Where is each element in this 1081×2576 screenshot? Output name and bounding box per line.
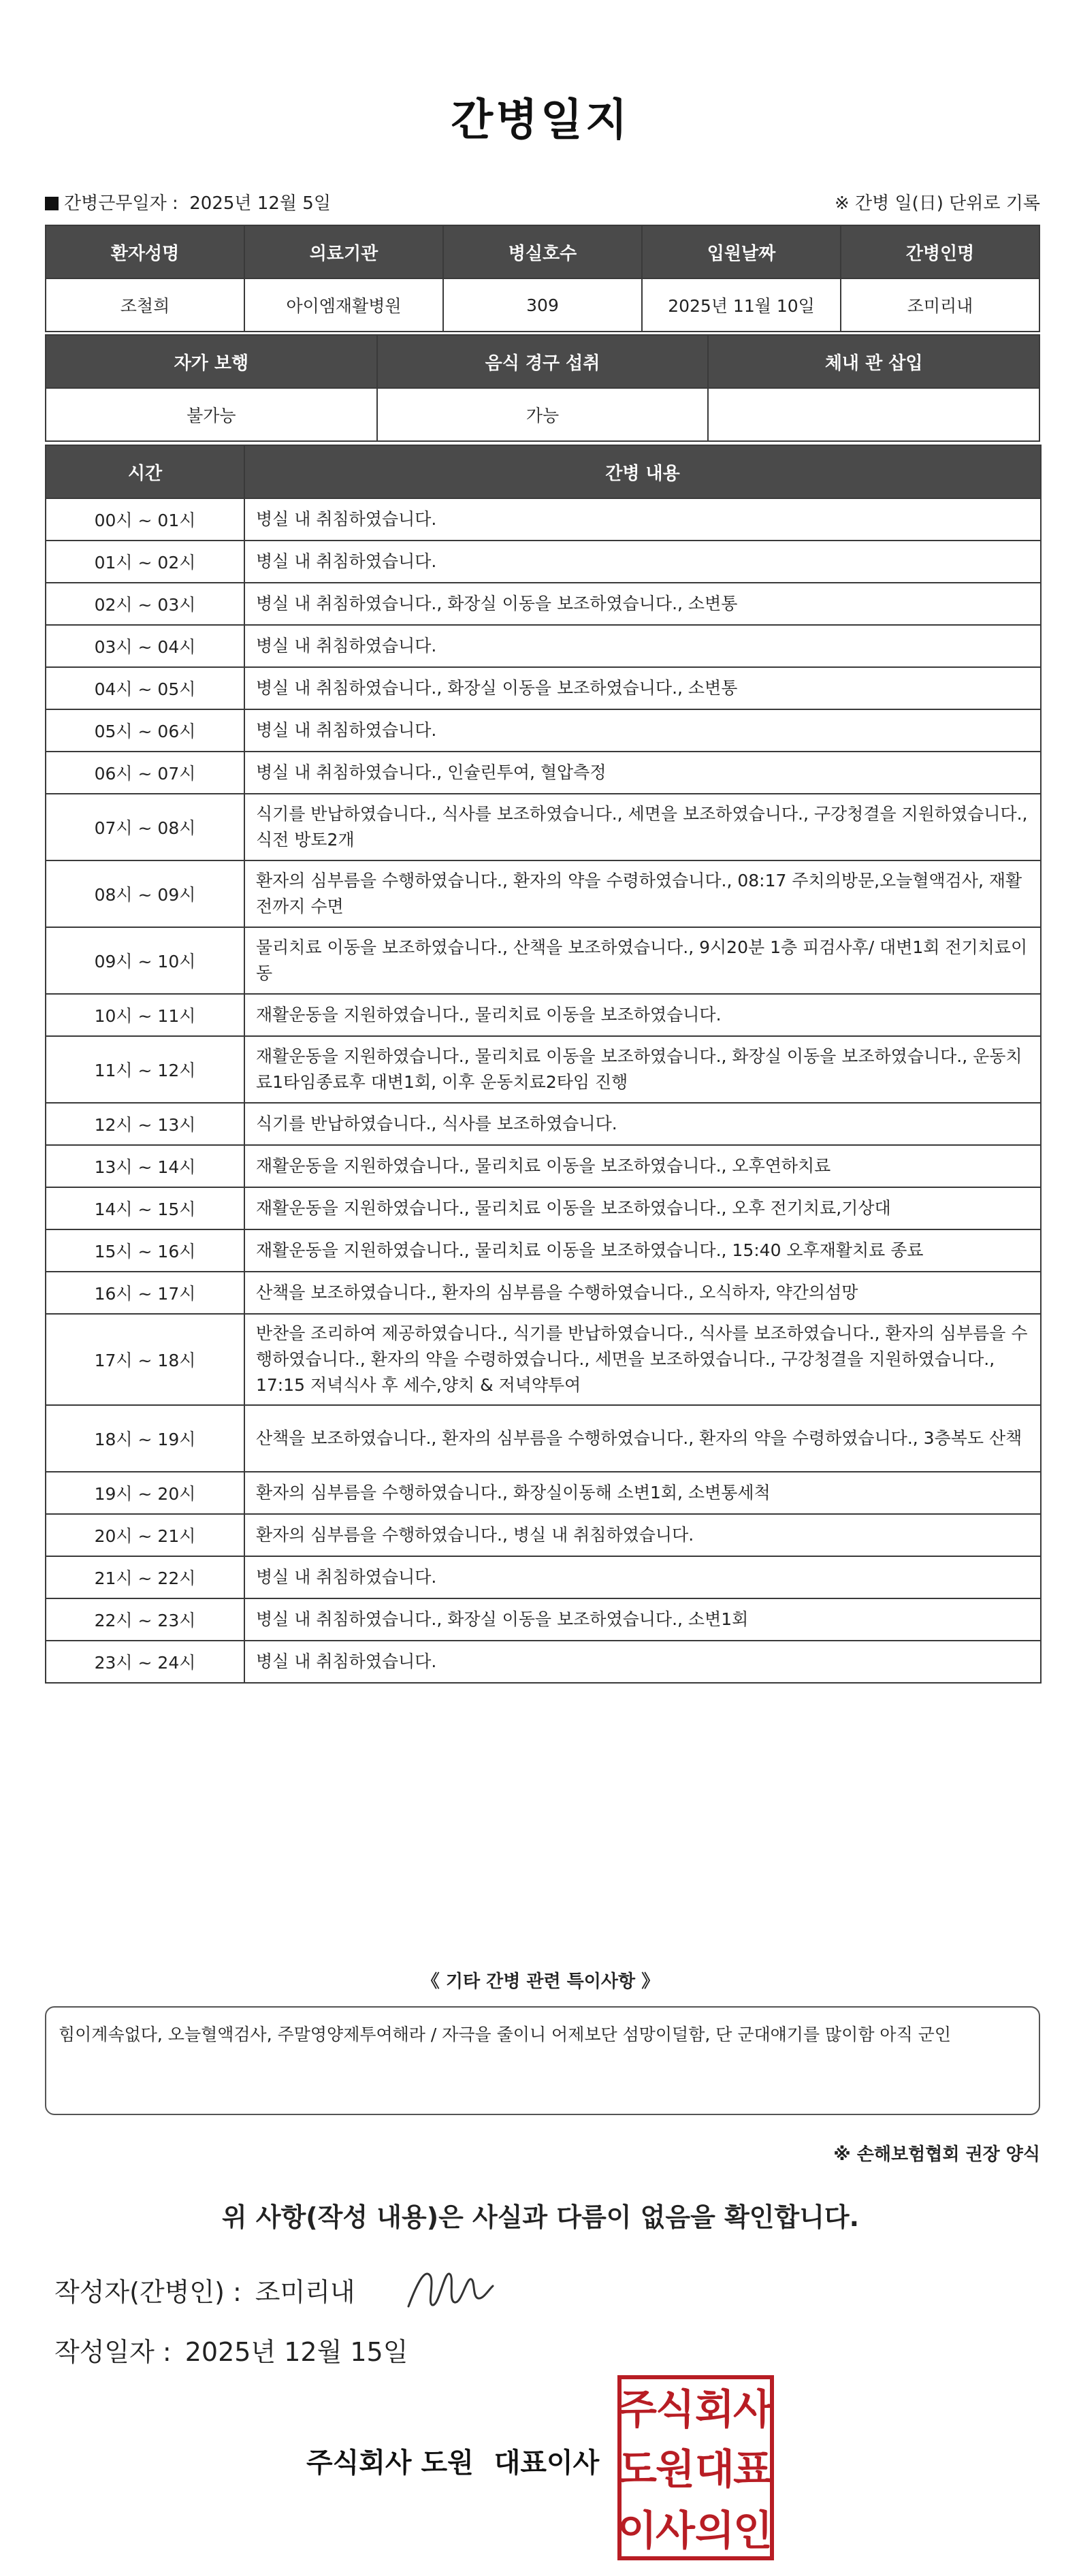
meta-row — [45, 189, 1040, 216]
log-content: 산책을 보조하였습니다., 환자의 심부름을 수행하였습니다., 환자의 약을 수령하였습니다., 3층복도 산책 — [244, 1405, 1041, 1472]
writer-label: 작성자(간병인) : — [54, 2277, 242, 2307]
log-time: 09시 ~ 10시 — [46, 927, 244, 994]
log-content: 산책을 보조하였습니다., 환자의 심부름을 수행하였습니다., 오식하자, 약간의섬망 — [244, 1272, 1041, 1314]
form-note: ※ 손해보험협회 권장 양식 — [833, 2144, 1040, 2165]
care-log-table — [45, 445, 1042, 1684]
ceo-title: 대표이사 — [494, 2447, 600, 2479]
log-row — [46, 1103, 1041, 1145]
patient-status-table — [45, 334, 1040, 442]
log-time: 02시 ~ 03시 — [46, 583, 244, 625]
log-row — [46, 1036, 1041, 1103]
header-content: 간병 내용 — [244, 445, 1041, 498]
notes-box: 힘이계속없다, 오늘혈액검사, 주말영양제투여해라 / 자극을 줄이니 어제보단 섬망이덜함, 단 군대얘기를 많이함 아직 군인 — [45, 2006, 1040, 2115]
log-content: 환자의 심부름을 수행하였습니다., 화장실이동해 소변1회, 소변통세척 — [244, 1472, 1041, 1514]
log-row — [46, 583, 1041, 625]
log-time: 05시 ~ 06시 — [46, 709, 244, 752]
log-time: 01시 ~ 02시 — [46, 541, 244, 583]
svg-text:회: 회 — [695, 2386, 735, 2434]
log-time: 21시 ~ 22시 — [46, 1556, 244, 1598]
log-row — [46, 1641, 1041, 1683]
log-content: 재활운동을 지원하였습니다., 물리치료 이동을 보조하였습니다., 15:40 오후재활치료 종료 — [244, 1229, 1041, 1272]
log-row — [46, 927, 1041, 994]
header-patient-name: 환자성명 — [46, 225, 244, 278]
oral-intake-status: 가능 — [377, 388, 709, 441]
log-content: 식기를 반납하였습니다., 식사를 보조하였습니다., 세면을 보조하였습니다., 구강청결을 지원하였습니다., 식전 방토2개 — [244, 794, 1041, 860]
log-time: 20시 ~ 21시 — [46, 1514, 244, 1556]
log-content: 병실 내 취침하였습니다., 화장실 이동을 보조하였습니다., 소변통 — [244, 583, 1041, 625]
log-content: 재활운동을 지원하였습니다., 물리치료 이동을 보조하였습니다., 화장실 이동을 보조하였습니다., 운동치료1타임종료후 대변1회, 이후 운동치료2타임 진행 — [244, 1036, 1041, 1103]
log-content: 식기를 반납하였습니다., 식사를 보조하였습니다. — [244, 1103, 1041, 1145]
log-time: 03시 ~ 04시 — [46, 625, 244, 667]
log-row — [46, 1405, 1041, 1472]
log-time: 23시 ~ 24시 — [46, 1641, 244, 1683]
log-content: 환자의 심부름을 수행하였습니다., 환자의 약을 수령하였습니다., 08:17 주치의방문,오늘혈액검사, 재활전까지 수면 — [244, 860, 1041, 927]
log-content: 물리치료 이동을 보조하였습니다., 산책을 보조하였습니다., 9시20분 1층 피검사후/ 대변1회 전기치료이동 — [244, 927, 1041, 994]
log-row — [46, 1272, 1041, 1314]
patient-info-table — [45, 225, 1040, 332]
company-line — [306, 2441, 599, 2480]
svg-text:식: 식 — [656, 2386, 695, 2434]
walking-status: 불가능 — [46, 388, 377, 441]
signature-image — [402, 2259, 497, 2320]
log-content: 병실 내 취침하였습니다. — [244, 498, 1041, 541]
square-bullet-icon — [45, 197, 59, 210]
notes-title: 《 기타 간병 관련 특이사항 》 — [421, 1971, 660, 1992]
log-content: 재활운동을 지원하였습니다., 물리치료 이동을 보조하였습니다. — [244, 994, 1041, 1036]
log-row — [46, 994, 1041, 1036]
log-time: 06시 ~ 07시 — [46, 752, 244, 794]
log-time: 13시 ~ 14시 — [46, 1145, 244, 1187]
header-institution: 의료기관 — [244, 225, 443, 278]
confirmation-statement: 위 사항(작성 내용)은 사실과 다름이 없음을 확인합니다. — [221, 2202, 860, 2232]
svg-text:이: 이 — [617, 2507, 657, 2555]
log-content: 재활운동을 지원하였습니다., 물리치료 이동을 보조하였습니다., 오후연하치료 — [244, 1145, 1041, 1187]
log-time: 15시 ~ 16시 — [46, 1229, 244, 1272]
log-time: 17시 ~ 18시 — [46, 1314, 244, 1405]
work-date-value: 2025년 12월 5일 — [189, 193, 331, 214]
svg-text:대: 대 — [695, 2446, 735, 2494]
header-room: 병실호수 — [443, 225, 642, 278]
log-time: 07시 ~ 08시 — [46, 794, 244, 860]
header-time: 시간 — [46, 445, 244, 498]
log-content: 반찬을 조리하여 제공하였습니다., 식기를 반납하였습니다., 식사를 보조하였습니다., 환자의 심부름을 수행하였습니다., 환자의 약을 수령하였습니다., 세면을 보조하였습니다., 구강청결을 지원하였습니다., 17:15 저녁식사 후 세수,양치 & 저녁약투여 — [244, 1314, 1041, 1405]
log-content: 환자의 심부름을 수행하였습니다., 병실 내 취침하였습니다. — [244, 1514, 1041, 1556]
log-row — [46, 860, 1041, 927]
header-walking: 자가 보행 — [46, 335, 377, 388]
log-content: 병실 내 취침하였습니다. — [244, 1556, 1041, 1598]
svg-text:원: 원 — [656, 2446, 695, 2494]
log-time: 16시 ~ 17시 — [46, 1272, 244, 1314]
log-content: 병실 내 취침하였습니다., 화장실 이동을 보조하였습니다., 소변1회 — [244, 1598, 1041, 1641]
log-row — [46, 752, 1041, 794]
log-row — [46, 1145, 1041, 1187]
work-date — [45, 189, 331, 214]
tube-status — [708, 388, 1039, 441]
header-oral-intake: 음식 경구 섭취 — [377, 335, 709, 388]
svg-text:의: 의 — [695, 2507, 735, 2555]
svg-text:도: 도 — [617, 2446, 657, 2494]
room-number: 309 — [443, 278, 642, 332]
log-time: 11시 ~ 12시 — [46, 1036, 244, 1103]
header-tube: 체내 관 삽입 — [708, 335, 1039, 388]
log-row — [46, 1556, 1041, 1598]
svg-text:사: 사 — [656, 2507, 695, 2555]
log-row — [46, 1598, 1041, 1641]
log-row — [46, 1229, 1041, 1272]
log-content: 병실 내 취침하였습니다. — [244, 709, 1041, 752]
log-content: 병실 내 취침하였습니다., 화장실 이동을 보조하였습니다., 소변통 — [244, 667, 1041, 709]
header-caregiver: 간병인명 — [841, 225, 1039, 278]
log-content: 병실 내 취침하였습니다. — [244, 541, 1041, 583]
log-time: 00시 ~ 01시 — [46, 498, 244, 541]
institution: 아이엠재활병원 — [244, 278, 443, 332]
svg-text:주: 주 — [617, 2386, 657, 2434]
log-content: 병실 내 취침하였습니다. — [244, 1641, 1041, 1683]
svg-text:표: 표 — [733, 2446, 773, 2494]
written-date-line — [54, 2331, 408, 2368]
company-name: 주식회사 도원 — [306, 2447, 474, 2479]
date-label: 작성일자 : — [54, 2337, 172, 2367]
log-time: 04시 ~ 05시 — [46, 667, 244, 709]
log-row — [46, 794, 1041, 860]
log-row — [46, 1187, 1041, 1229]
log-row — [46, 667, 1041, 709]
document-title: 간병일지 — [451, 95, 630, 146]
header-admission-date: 입원날짜 — [642, 225, 841, 278]
writer-line — [54, 2271, 355, 2308]
log-row — [46, 1472, 1041, 1514]
log-time: 12시 ~ 13시 — [46, 1103, 244, 1145]
svg-text:사: 사 — [733, 2386, 773, 2434]
patient-name: 조철희 — [46, 278, 244, 332]
log-time: 14시 ~ 15시 — [46, 1187, 244, 1229]
company-seal-stamp — [617, 2374, 775, 2561]
work-date-label: 간병근무일자 : — [64, 193, 178, 214]
log-time: 08시 ~ 09시 — [46, 860, 244, 927]
log-time: 18시 ~ 19시 — [46, 1405, 244, 1472]
log-content: 병실 내 취침하였습니다., 인슐린투여, 혈압측정 — [244, 752, 1041, 794]
log-row — [46, 541, 1041, 583]
log-row — [46, 709, 1041, 752]
log-content: 병실 내 취침하였습니다. — [244, 625, 1041, 667]
log-time: 10시 ~ 11시 — [46, 994, 244, 1036]
log-time: 19시 ~ 20시 — [46, 1472, 244, 1514]
caregiver-name: 조미리내 — [841, 278, 1039, 332]
unit-note: ※ 간병 일(日) 단위로 기록 — [834, 193, 1040, 214]
log-content: 재활운동을 지원하였습니다., 물리치료 이동을 보조하였습니다., 오후 전기치료,기상대 — [244, 1187, 1041, 1229]
admission-date: 2025년 11월 10일 — [642, 278, 841, 332]
log-row — [46, 625, 1041, 667]
date-value: 2025년 12월 15일 — [184, 2337, 408, 2367]
log-row — [46, 1514, 1041, 1556]
log-row — [46, 1314, 1041, 1405]
log-row — [46, 498, 1041, 541]
svg-text:인: 인 — [733, 2507, 773, 2555]
writer-name: 조미리내 — [255, 2277, 355, 2307]
log-time: 22시 ~ 23시 — [46, 1598, 244, 1641]
